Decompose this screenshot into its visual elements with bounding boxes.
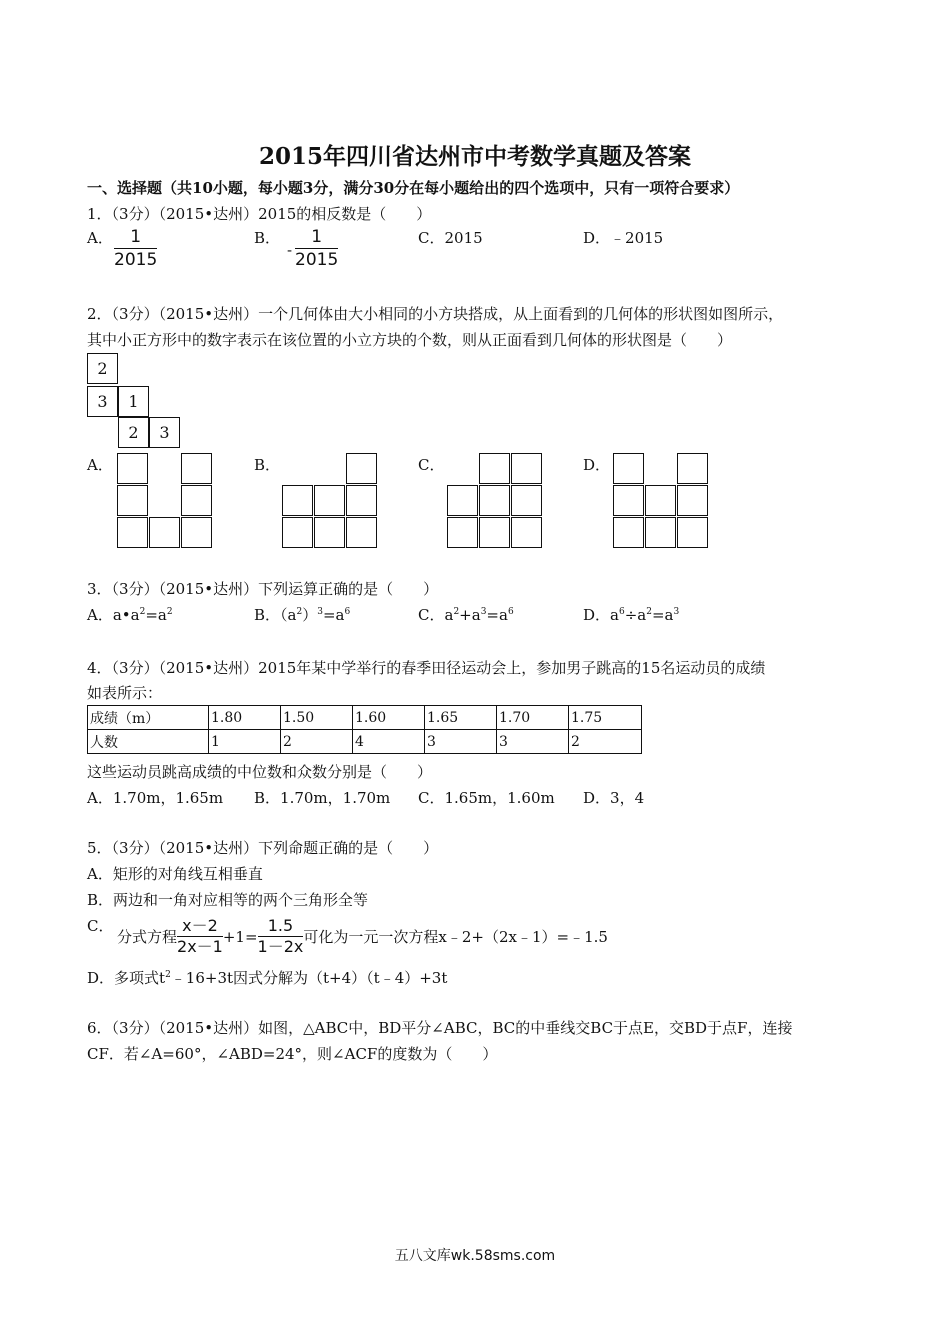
q4-option-b: B．1.70m，1.70m xyxy=(254,789,391,807)
top-view-cell: 1 xyxy=(118,386,149,417)
table-cell: 1 xyxy=(209,730,281,754)
table-cell: 3 xyxy=(497,730,569,754)
q4-after-table: 这些运动员跳高成绩的中位数和众数分别是（ ） xyxy=(87,763,433,781)
table-cell: 4 xyxy=(353,730,425,754)
q4-line2: 如表所示： xyxy=(87,684,163,702)
q1-option-c: C．2015 xyxy=(418,229,483,247)
table-cell: 2 xyxy=(281,730,353,754)
q3-option-d: D．$a^6\div a^2=a^3$ xyxy=(583,606,680,624)
table-cell: 1.80 xyxy=(209,706,281,730)
q6-line1: 6．（3分）（2015•达州）如图，△ABC中，BD平分∠ABC，BC的中垂线交BC于点E，交BD于点F，连接 xyxy=(87,1019,793,1037)
table-cell: 1.70 xyxy=(497,706,569,730)
q5-option-c-label: C． xyxy=(87,917,114,935)
q4-score-table xyxy=(87,705,642,754)
section-heading: 一、选择题（共10小题，每小题3分，满分30分在每小题给出的四个选项中，只有一项符合要求） xyxy=(87,179,740,197)
table-cell: 2 xyxy=(569,730,642,754)
q5-option-c: 分式方程 $\frac{x-2}{2x-1}$ +1= $\frac{1.5}{1-2x}$ 可化为一元一次方程x﹣2+（2x﹣1）=﹣1.5 xyxy=(117,916,608,956)
table-cell: 3 xyxy=(425,730,497,754)
q2-line1: 2．（3分）（2015•达州）一个几何体由大小相同的小方块搭成，从上面看到的几何体的形状图如图所示， xyxy=(87,305,784,323)
q3-option-a: A．$a•a^2=a^2$ xyxy=(87,606,173,624)
q4-option-d: D．3，4 xyxy=(583,789,645,807)
table-cell: 成绩（m） xyxy=(88,706,209,730)
q1-option-a xyxy=(114,226,157,271)
q2-option-d-label: D． xyxy=(583,456,611,474)
q4-line1: 4．（3分）（2015•达州）2015年某中学举行的春季田径运动会上，参加男子跳高的15名运动员的成绩 xyxy=(87,659,766,677)
q5-stem: 5．（3分）（2015•达州）下列命题正确的是（ ） xyxy=(87,839,439,857)
q4-option-a: A．1.70m，1.65m xyxy=(87,789,224,807)
q5-c-denominator-2: 1－2x xyxy=(257,937,304,956)
top-view-cell: 3 xyxy=(149,417,180,448)
table-cell: 1.75 xyxy=(569,706,642,730)
q1-b-numerator: 1 xyxy=(295,226,338,249)
q1-option-a-label: A． xyxy=(87,229,113,247)
top-view-cell: 3 xyxy=(87,386,118,417)
q1-option-b-label: B． xyxy=(254,229,281,247)
q5-c-denominator-1: 2x－1 xyxy=(177,937,223,956)
q1-stem: 1．（3分）（2015•达州）2015的相反数是（ ） xyxy=(87,205,432,223)
q2-option-c-label: C． xyxy=(418,456,445,474)
q5-option-a: A．矩形的对角线互相垂直 xyxy=(87,865,263,883)
table-cell: 人数 xyxy=(88,730,209,754)
page-title: 2015年四川省达州市中考数学真题及答案 xyxy=(258,143,691,170)
q3-stem: 3．（3分）（2015•达州）下列运算正确的是（ ） xyxy=(87,580,439,598)
table-cell: 1.60 xyxy=(353,706,425,730)
q1-a-denominator: 2015 xyxy=(114,250,158,270)
table-cell: 1.65 xyxy=(425,706,497,730)
q5-c-numerator-1: x－2 xyxy=(177,916,223,937)
q1-a-numerator: 1 xyxy=(114,226,157,249)
q1-option-d: D．﹣2015 xyxy=(583,229,664,247)
q2-option-b-label: B． xyxy=(254,456,281,474)
q2-line2: 其中小正方形中的数字表示在该位置的小立方块的个数，则从正面看到几何体的形状图是（ ） xyxy=(87,331,733,349)
q1-b-sign: - xyxy=(287,241,293,259)
q2-option-a-label: A． xyxy=(87,456,113,474)
q5-option-b: B．两边和一角对应相等的两个三角形全等 xyxy=(87,891,369,909)
q3-option-b: B．$(a^2)^3=a^6$ xyxy=(254,606,351,624)
footer-watermark: 五八文库wk.58sms.com xyxy=(394,1248,556,1264)
q1-option-b xyxy=(295,226,338,271)
q1-b-denominator: 2015 xyxy=(295,250,339,270)
table-row xyxy=(88,730,642,754)
q6-line2: CF．若∠A=60°，∠ABD=24°，则∠ACF的度数为（ ） xyxy=(87,1045,498,1063)
q4-option-c: C．1.65m，1.60m xyxy=(418,789,555,807)
top-view-cell: 2 xyxy=(87,353,118,384)
q5-option-d: D．多项式$t^2﹣16+3t$因式分解为（t+4）（t﹣4）+3t xyxy=(87,969,448,987)
table-cell: 1.50 xyxy=(281,706,353,730)
table-row xyxy=(88,706,642,730)
q5-c-numerator-2: 1.5 xyxy=(258,916,304,937)
q3-option-c: C．$a^2+a^3=a^6$ xyxy=(418,606,514,624)
top-view-cell: 2 xyxy=(118,417,149,448)
